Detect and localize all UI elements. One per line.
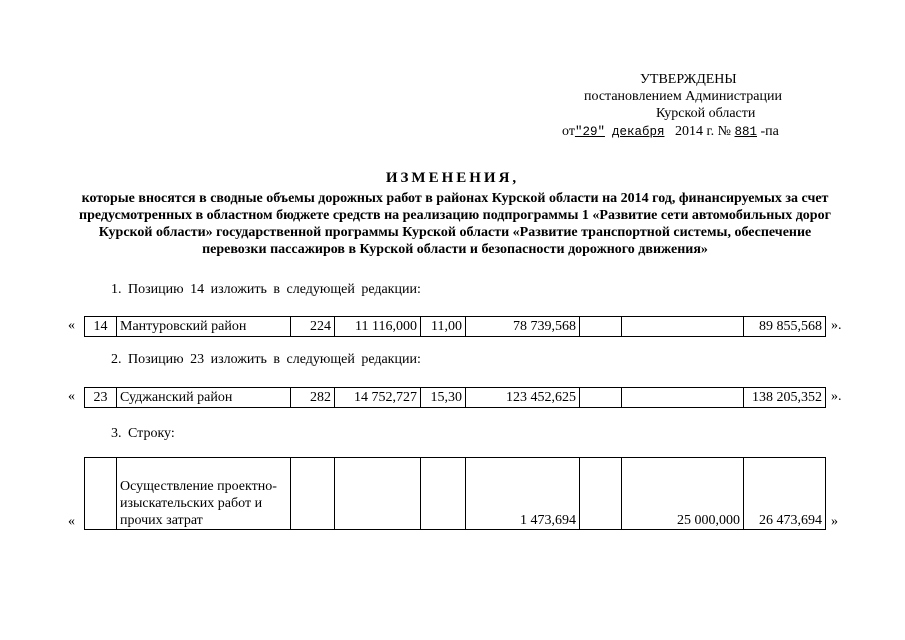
- cell-amount: 123 452,625: [466, 388, 580, 408]
- cell-length: [335, 458, 421, 530]
- open-quote: «: [68, 318, 75, 333]
- table-other-costs: [84, 457, 826, 530]
- table-row: [85, 388, 826, 408]
- document-title: ИЗМЕНЕНИЯ,: [385, 170, 520, 186]
- date-month: декабря: [611, 125, 665, 139]
- cell-total: 138 205,352: [744, 388, 826, 408]
- doc-number: 881: [734, 125, 758, 139]
- doc-suffix: -па: [760, 124, 779, 139]
- cell-description: Осуществление проектно-изыскательских работ и прочих затрат: [117, 458, 291, 530]
- cell-length: 14 752,727: [335, 388, 421, 408]
- document-subtitle: которые вносятся в сводные объемы дорожных работ в районах Курской области на 2014 год, финансируемых за счет предусмотренных в областном бюджете средств на реализацию подпрограммы 1 «Развитие сети автомобильных дорог Курской области» государственной программы Курской области «Развитие транспортной системы, обеспечение перевозки пассажиров в Курской области и безопасности дорожного движения»: [79, 191, 831, 257]
- cell-count: [291, 458, 335, 530]
- cell-empty: [622, 317, 744, 337]
- cell-total: 26 473,694: [744, 458, 826, 530]
- cell-empty: [580, 317, 622, 337]
- cell-empty: [622, 388, 744, 408]
- open-quote: «: [68, 389, 75, 404]
- cell-ratio: [421, 458, 466, 530]
- approval-line-3: Курской области: [656, 106, 756, 121]
- cell-total: 89 855,568: [744, 317, 826, 337]
- cell-empty: [580, 388, 622, 408]
- item-3-text: 3. Строку:: [111, 426, 175, 441]
- date-year: 2014 г. №: [674, 124, 731, 139]
- item-1-text: 1. Позицию 14 изложить в следующей редакции:: [111, 282, 421, 297]
- approval-title: УТВЕРЖДЕНЫ: [640, 72, 737, 87]
- cell-amount: 1 473,694: [466, 458, 580, 530]
- cell-empty: [580, 458, 622, 530]
- approval-line-2: постановлением Администрации: [584, 89, 782, 104]
- cell-district: Суджанский район: [117, 388, 291, 408]
- cell-count: 282: [291, 388, 335, 408]
- cell-federal: 25 000,000: [622, 458, 744, 530]
- open-quote: «: [68, 514, 75, 529]
- close-quote: ».: [831, 389, 842, 404]
- close-quote: »: [831, 514, 838, 529]
- date-day: "29": [574, 125, 605, 139]
- cell-pos: 23: [85, 388, 117, 408]
- cell-ratio: 15,30: [421, 388, 466, 408]
- item-2-text: 2. Позицию 23 изложить в следующей редакции:: [111, 352, 421, 367]
- cell-amount: 78 739,568: [466, 317, 580, 337]
- cell-count: 224: [291, 317, 335, 337]
- close-quote: ».: [831, 318, 842, 333]
- cell-district: Мантуровский район: [117, 317, 291, 337]
- cell-pos: [85, 458, 117, 530]
- table-row: [85, 458, 826, 530]
- cell-ratio: 11,00: [421, 317, 466, 337]
- date-prefix: от: [562, 124, 575, 139]
- table-row: [85, 317, 826, 337]
- cell-pos: 14: [85, 317, 117, 337]
- table-position-23: [84, 387, 826, 408]
- cell-length: 11 116,000: [335, 317, 421, 337]
- approval-date-line: [562, 123, 779, 141]
- table-position-14: [84, 316, 826, 337]
